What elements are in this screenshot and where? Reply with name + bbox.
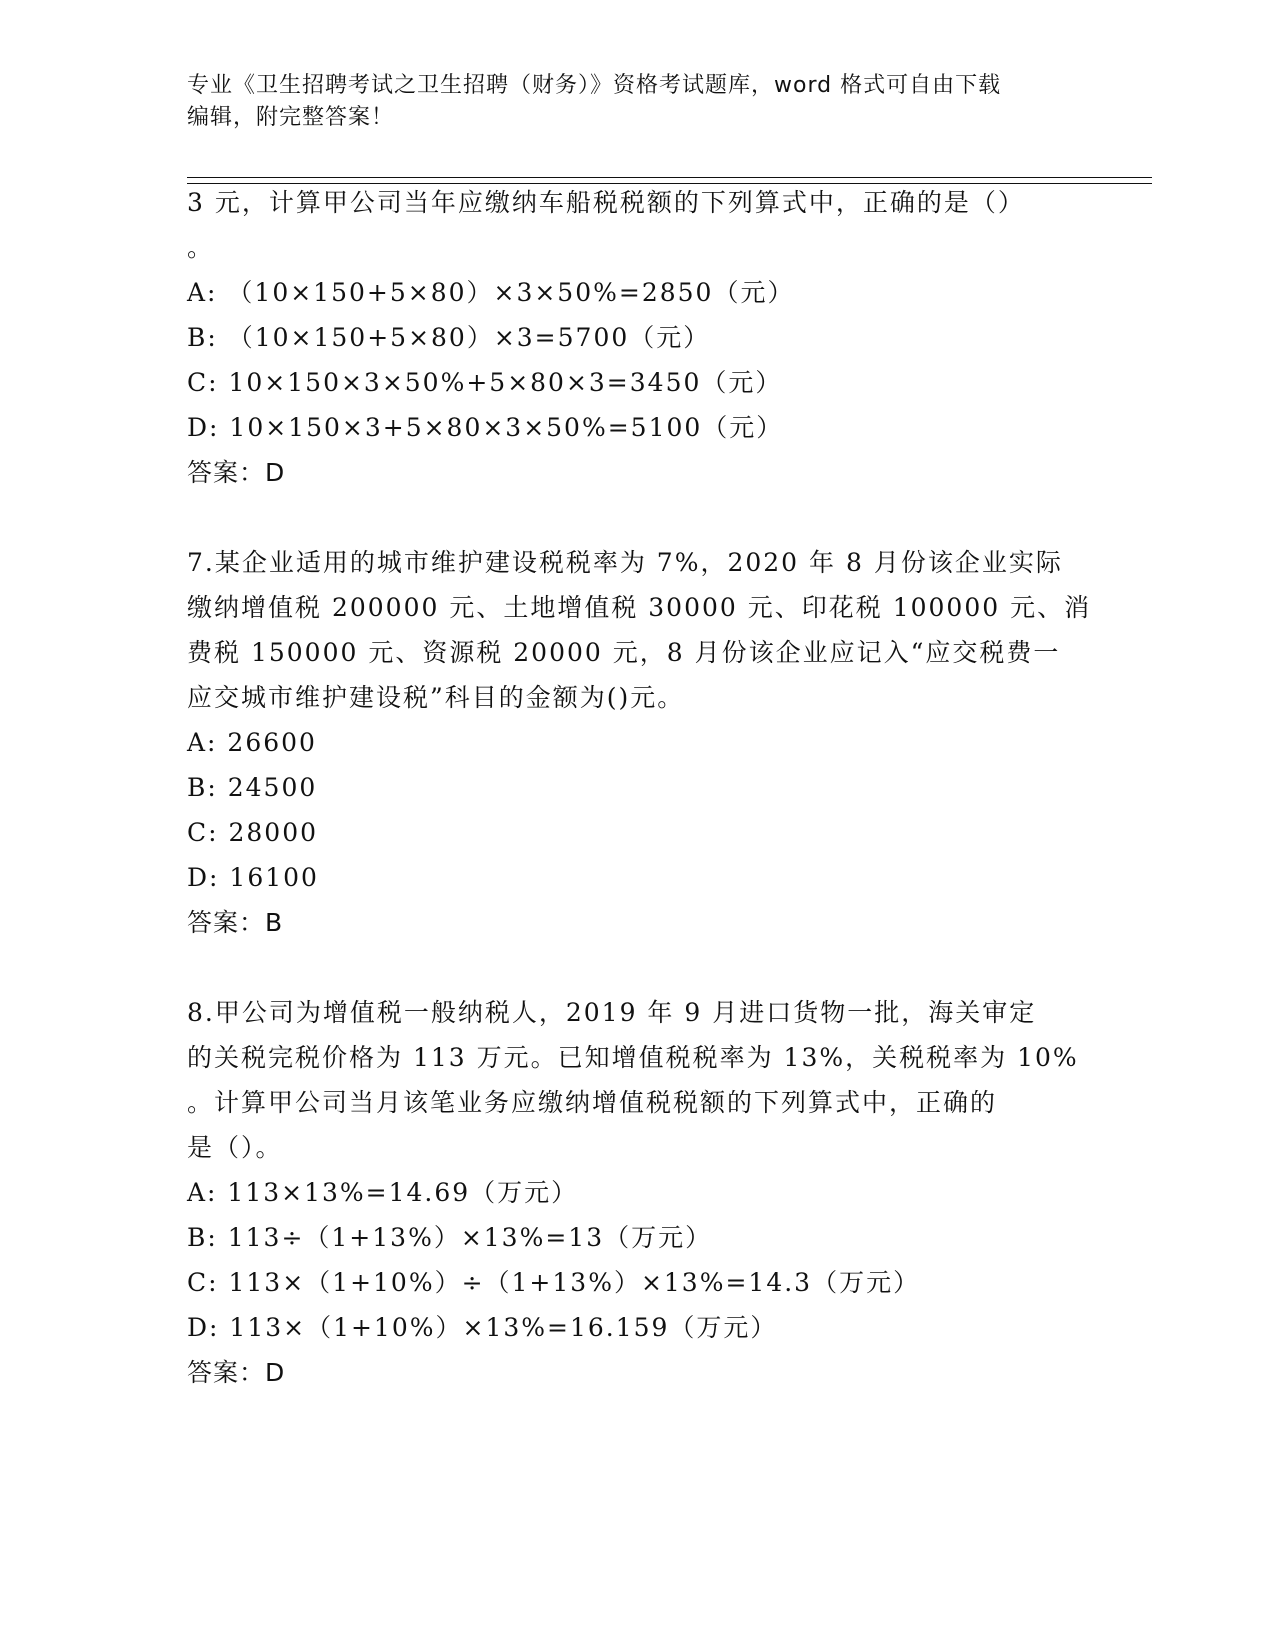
option-b: B: 113÷（1+13%）×13%=13（万元）	[187, 1223, 713, 1252]
question-stem-line: 是（）。	[187, 1133, 283, 1162]
header-line-1: 专业《卫生招聘考试之卫生招聘（财务）》资格考试题库，word 格式可自由下载	[187, 73, 1002, 98]
answer-line: 答案：D	[187, 458, 286, 487]
question-stem-line: 的关税完税价格为 113 万元。已知增值税税率为 13%，关税税率为 10%	[187, 1043, 1079, 1072]
question-stem-line: 。	[187, 233, 215, 262]
header-line-2: 编辑，附完整答案！	[187, 105, 395, 130]
question-7	[187, 540, 1092, 945]
question-stem-line: 3 元，计算甲公司当年应缴纳车船税税额的下列算式中，正确的是（）	[187, 188, 1025, 217]
question-stem-line: 应交城市维护建设税”科目的金额为()元。	[187, 683, 685, 712]
question-stem-line: 8.甲公司为增值税一般纳税人，2019 年 9 月进口货物一批，海关审定	[187, 998, 1037, 1027]
option-a: A: 113×13%=14.69（万元）	[187, 1178, 579, 1207]
question-stem-line: 费税 150000 元、资源税 20000 元，8 月份该企业应记入“应交税费一	[187, 638, 1061, 667]
option-b: B: （10×150+5×80）×3=5700（元）	[187, 323, 711, 352]
question-8	[187, 990, 1087, 1395]
document-header	[187, 70, 1067, 134]
question-stem-line: 。计算甲公司当月该笔业务应缴纳增值税税额的下列算式中，正确的	[187, 1088, 998, 1117]
question-stem-line: 7.某企业适用的城市维护建设税税率为 7%，2020 年 8 月份该企业实际	[187, 548, 1063, 577]
option-d: D: 10×150×3+5×80×3×50%=5100（元）	[187, 413, 784, 442]
option-d: D: 16100	[187, 863, 319, 892]
question-stem-line: 缴纳增值税 200000 元、土地增值税 30000 元、印花税 100000 元、消	[187, 593, 1092, 622]
option-c: C: 113×（1+10%）÷（1+13%）×13%=14.3（万元）	[187, 1268, 921, 1297]
option-d: D: 113×（1+10%）×13%=16.159（万元）	[187, 1313, 778, 1342]
question-6	[187, 180, 1087, 495]
answer-line: 答案：B	[187, 908, 284, 937]
option-c: C: 28000	[187, 818, 319, 847]
answer-line: 答案：D	[187, 1358, 286, 1387]
option-a: A: 26600	[187, 728, 317, 757]
option-a: A: （10×150+5×80）×3×50%=2850（元）	[187, 278, 795, 307]
option-c: C: 10×150×3×50%+5×80×3=3450（元）	[187, 368, 783, 397]
header-rule-top	[187, 177, 1152, 178]
option-b: B: 24500	[187, 773, 318, 802]
